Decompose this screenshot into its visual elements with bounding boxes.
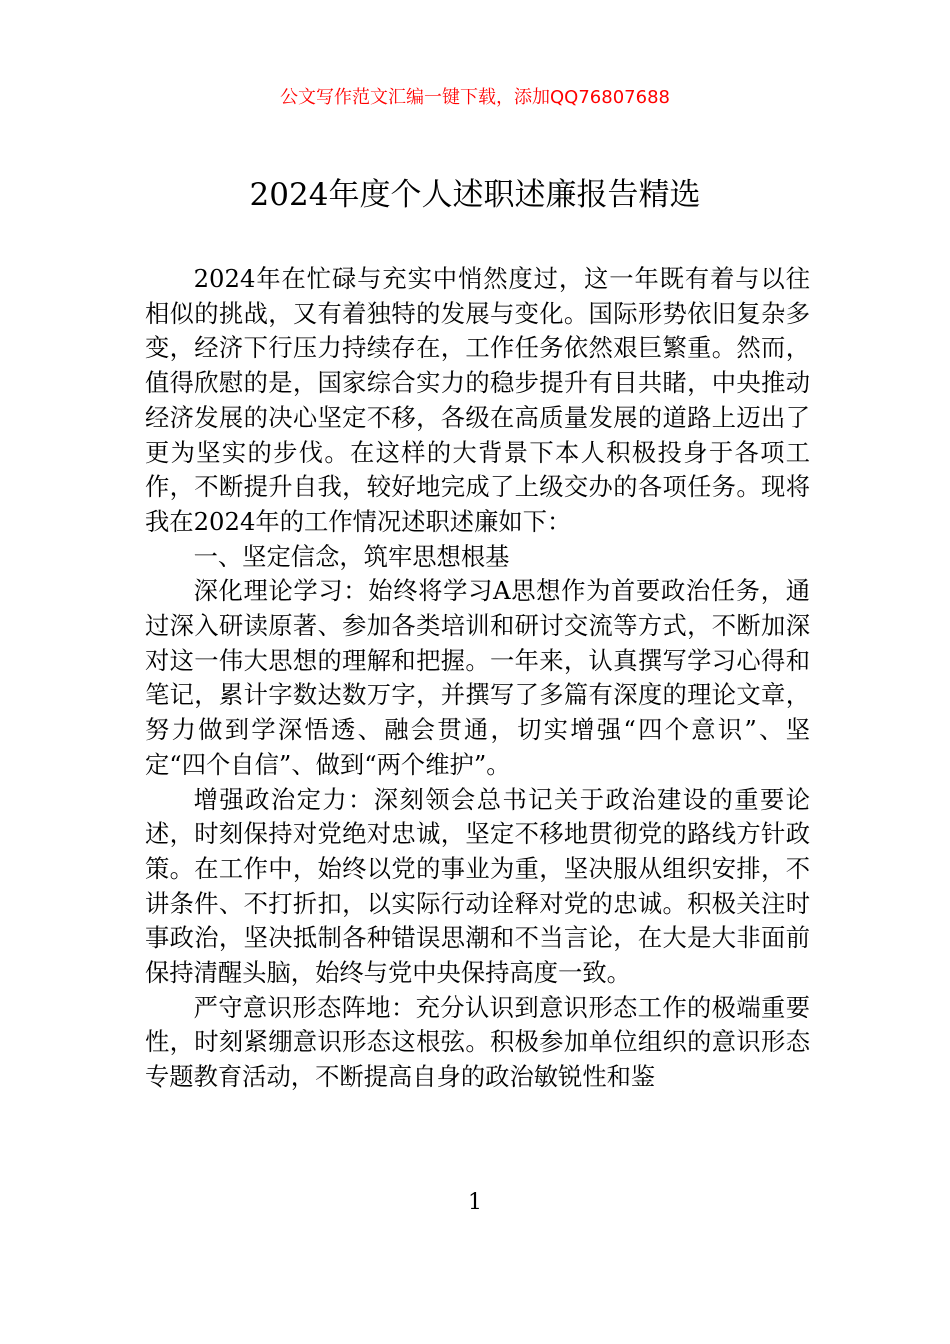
paragraph-political-resolve: 增强政治定力：深刻领会总书记关于政治建设的重要论述，时刻保持对党绝对忠诚，坚定不移地贯彻党的路线方针政策。在工作中，始终以党的事业为重，坚决服从组织安排，不讲条件、不打折扣，以实际行动诠释对党的忠诚。积极关注时事政治，坚决抵制各种错误思潮和不当言论，在大是大非面前保持清醒头脑，始终与党中央保持高度一致。 [145, 784, 810, 988]
paragraph-theory-study: 深化理论学习：始终将学习A思想作为首要政治任务，通过深入研读原著、参加各类培训和研讨交流等方式，不断加深对这一伟大思想的理解和把握。一年来，认真撰写学习心得和笔记，累计字数达数万字，并撰写了多篇有深度的理论文章，努力做到学深悟透、融会贯通，切实增强“四个意识”、坚定“四个自信”、做到“两个维护”。 [145, 576, 810, 779]
document-title: 2024年度个人述职述廉报告精选 [249, 177, 701, 213]
page-number: 1 [468, 1190, 482, 1215]
document-body [145, 262, 810, 1095]
paragraph-ideology-position: 严守意识形态阵地：充分认识到意识形态工作的极端重要性，时刻紧绷意识形态这根弦。积极参加单位组织的意识形态专题教育活动，不断提高自身的政治敏锐性和鉴 [145, 992, 810, 1092]
section-heading: 一、坚定信念，筑牢思想根基 [193, 541, 510, 571]
paragraph-intro: 2024年在忙碌与充实中悄然度过，这一年既有着与以往相似的挑战，又有着独特的发展与变化。国际形势依旧复杂多变，经济下行压力持续存在，工作任务依然艰巨繁重。然而，值得欣慰的是，国家综合实力的稳步提升有目共睹，中央推动经济发展的决心坚定不移，各级在高质量发展的道路上迈出了更为坚实的步伐。在这样的大背景下本人积极投身于各项工作，不断提升自我，较好地完成了上级交办的各项任务。现将我在2024年的工作情况述职述廉如下： [145, 264, 810, 536]
header-banner: 公文写作范文汇编一键下载，添加QQ76807688 [280, 87, 670, 108]
